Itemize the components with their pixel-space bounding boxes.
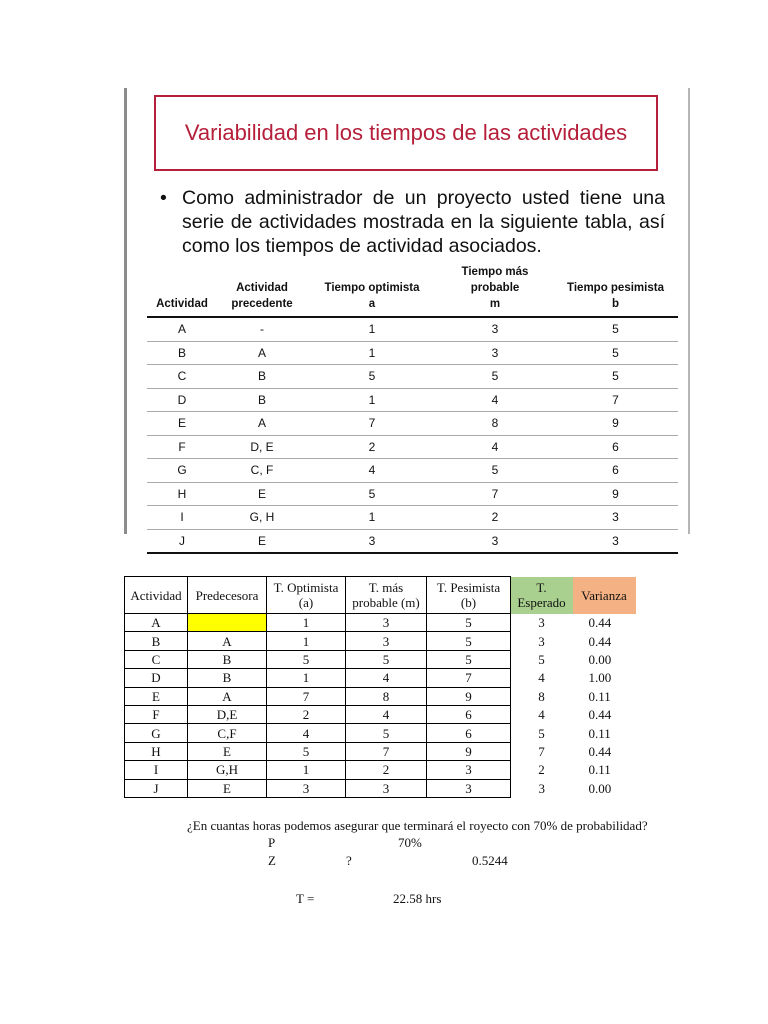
slide-table-cell: 3 <box>553 529 678 553</box>
slide-table-cell: B <box>217 388 307 412</box>
slide-table-header-row <box>147 262 678 317</box>
slide-table-cell: 3 <box>437 529 553 553</box>
header-line: Actividad <box>156 298 208 310</box>
sheet-table-cell: 4 <box>538 670 545 686</box>
sheet-table-cell: B <box>188 650 267 668</box>
sheet-table-cell: 2 <box>346 761 427 779</box>
slide-table-cell: 5 <box>307 482 437 506</box>
sheet-table-cell: 7 <box>538 743 545 759</box>
sheet-table-cell: C <box>125 650 188 668</box>
slide-table-cell: C, F <box>217 459 307 483</box>
sheet-table-cell: 4 <box>346 705 427 723</box>
slide-table-cell: 5 <box>553 317 678 341</box>
header-line: T. Pesimista <box>436 580 501 595</box>
slide-right-border <box>688 88 690 534</box>
slide-table-cell: 6 <box>553 459 678 483</box>
slide-header-probable <box>437 262 553 317</box>
header-line: Actividad <box>236 282 288 294</box>
p-value: 70% <box>398 835 422 850</box>
header-line: T. <box>536 580 547 595</box>
slide-table-cell: 5 <box>553 365 678 389</box>
slide-title: Variabilidad en los tiempos de las actividades <box>184 120 628 145</box>
slide-table-cell: 1 <box>307 388 437 412</box>
sheet-table-cell <box>188 614 267 632</box>
slide-table-cell: 7 <box>553 388 678 412</box>
slide-table-cell: 5 <box>437 459 553 483</box>
slide-title-box <box>154 95 658 171</box>
sheet-table-cell: 3 <box>267 779 346 797</box>
sheet-table-cell: E <box>125 687 188 705</box>
sheet-table-cell: 0.11 <box>588 688 611 704</box>
sheet-table-cell: 1 <box>267 614 346 632</box>
slide-table-cell: C <box>147 365 217 389</box>
sheet-table-row <box>125 761 636 779</box>
sheet-table-row <box>125 687 636 705</box>
sheet-table-row <box>125 614 636 632</box>
sheet-table-row <box>125 632 636 650</box>
header-line: m <box>489 298 501 310</box>
header-line: precedente <box>231 298 293 310</box>
slide-table-cell: 7 <box>437 482 553 506</box>
header-line: Actividad <box>130 587 182 603</box>
question-text: ¿En cuantas horas podemos asegurar que terminará el royecto con 70% de probabilidad? <box>187 818 648 833</box>
sheet-table-cell: A <box>188 687 267 705</box>
sheet-table-cell: 0.44 <box>588 615 612 631</box>
slide-table-cell: 4 <box>437 388 553 412</box>
sheet-table-cell: G <box>125 724 188 742</box>
sheet-table-cell: E <box>188 779 267 797</box>
sheet-header-predecesora <box>188 577 267 614</box>
sheet-table-cell: 3 <box>346 614 427 632</box>
header-line: T. Optimista <box>273 580 339 595</box>
sheet-table-cell: 7 <box>427 669 511 687</box>
sheet-table-cell: D,E <box>188 705 267 723</box>
bullet-dot-icon: • <box>160 187 167 209</box>
header-line: Esperado <box>517 595 566 610</box>
slide-table-cell: 4 <box>307 459 437 483</box>
slide-table-cell: 9 <box>553 482 678 506</box>
slide-table-row <box>147 529 678 553</box>
header-line: a <box>368 298 376 310</box>
header-line: Predecesora <box>195 587 259 603</box>
slide-table-cell: 3 <box>437 317 553 341</box>
slide-table-body <box>147 317 678 553</box>
sheet-header-probable <box>346 577 427 614</box>
sheet-header-varianza <box>573 577 636 614</box>
sheet-table-cell: F <box>125 705 188 723</box>
sheet-table-cell: 5 <box>346 650 427 668</box>
t-value: 22.58 hrs <box>393 891 442 906</box>
sheet-header-row <box>125 577 636 614</box>
slide-table-cell: 6 <box>553 435 678 459</box>
slide-left-border <box>124 88 127 534</box>
slide-header-pesimista <box>553 262 678 317</box>
sheet-table-cell: 0.44 <box>588 633 612 649</box>
slide-table-row <box>147 365 678 389</box>
sheet-table-cell: 3 <box>346 779 427 797</box>
sheet-table-cell: 3 <box>346 632 427 650</box>
slide-table-cell: 2 <box>307 435 437 459</box>
sheet-header-pesimista <box>427 577 511 614</box>
slide-table-cell: 3 <box>553 506 678 530</box>
slide-table-cell: 3 <box>307 529 437 553</box>
slide-table-cell: G <box>147 459 217 483</box>
header-line: Tiempo optimista <box>324 282 420 294</box>
sheet-table-cell: 1.00 <box>588 670 612 686</box>
sheet-table-cell: 9 <box>427 742 511 760</box>
sheet-table-cell: 5 <box>346 724 427 742</box>
sheet-header-actividad <box>125 577 188 614</box>
slide-table-cell: 1 <box>307 341 437 365</box>
sheet-table-cell: D <box>125 669 188 687</box>
slide-table-cell: B <box>217 365 307 389</box>
slide-table-cell: 3 <box>437 341 553 365</box>
header-line: (b) <box>460 595 477 610</box>
slide-header-optimista <box>307 262 437 317</box>
sheet-table-cell: 5 <box>538 651 545 667</box>
slide-table-cell: A <box>217 412 307 436</box>
sheet-header-optimista <box>267 577 346 614</box>
slide-table-cell: E <box>147 412 217 436</box>
slide-table-cell: H <box>147 482 217 506</box>
slide-table-cell: D <box>147 388 217 412</box>
slide-activity-table <box>147 262 678 554</box>
slide-header-precedente <box>217 262 307 317</box>
slide-table-row <box>147 506 678 530</box>
p-label: P <box>268 835 276 850</box>
sheet-table-body <box>125 614 636 798</box>
slide-header-actividad <box>147 262 217 317</box>
sheet-table-cell: 8 <box>346 687 427 705</box>
slide-table-row <box>147 435 678 459</box>
header-line: Varianza <box>581 587 627 603</box>
sheet-table-cell: 4 <box>538 707 545 723</box>
sheet-table-cell: 6 <box>427 724 511 742</box>
slide-table-cell: 5 <box>437 365 553 389</box>
sheet-table-cell: 7 <box>267 687 346 705</box>
sheet-table-cell: 2 <box>267 705 346 723</box>
sheet-table-cell: 0.44 <box>588 743 612 759</box>
sheet-table-cell: 5 <box>538 725 545 741</box>
slide-table-cell: F <box>147 435 217 459</box>
sheet-table-cell: 0.44 <box>588 707 612 723</box>
sheet-table-cell: 2 <box>538 762 545 778</box>
sheet-table-row <box>125 779 636 797</box>
slide-table-cell: A <box>217 341 307 365</box>
slide-table-cell: E <box>217 482 307 506</box>
sheet-table-cell: 0.00 <box>588 780 612 796</box>
header-line: probable (m) <box>352 595 420 610</box>
sheet-table-cell: 5 <box>427 632 511 650</box>
sheet-table-row <box>125 650 636 668</box>
sheet-table-cell: 3 <box>538 615 545 631</box>
sheet-table-cell: 3 <box>538 780 545 796</box>
sheet-table-cell: 9 <box>427 687 511 705</box>
sheet-table-cell: 5 <box>427 614 511 632</box>
header-line: Tiempo pesimista <box>567 282 664 294</box>
sheet-table-cell: I <box>125 761 188 779</box>
sheet-table-cell: 6 <box>427 705 511 723</box>
slide-table-cell: 5 <box>307 365 437 389</box>
slide-table-cell: J <box>147 529 217 553</box>
sheet-table-row <box>125 669 636 687</box>
sheet-table-cell: 7 <box>346 742 427 760</box>
slide-bullet <box>160 186 665 258</box>
slide-table-row <box>147 459 678 483</box>
sheet-table-cell: 0.11 <box>588 725 611 741</box>
sheet-table-cell: A <box>188 632 267 650</box>
slide-table-cell: 4 <box>437 435 553 459</box>
sheet-table-row <box>125 742 636 760</box>
slide-table-cell: G, H <box>217 506 307 530</box>
sheet-table-cell: 4 <box>267 724 346 742</box>
sheet-table-cell: 3 <box>538 633 545 649</box>
slide-table-cell: A <box>147 317 217 341</box>
sheet-table-cell: 4 <box>346 669 427 687</box>
slide-table-row <box>147 341 678 365</box>
sheet-table-cell: 8 <box>538 688 545 704</box>
sheet-table-cell: 5 <box>267 650 346 668</box>
sheet-table-cell: J <box>125 779 188 797</box>
sheet-table-cell: E <box>188 742 267 760</box>
header-line: T. más <box>368 580 404 595</box>
sheet-table-cell: 1 <box>267 669 346 687</box>
slide-table-cell: 8 <box>437 412 553 436</box>
header-line: b <box>611 298 620 310</box>
sheet-table-cell: B <box>125 632 188 650</box>
sheet-table-row <box>125 724 636 742</box>
header-line: Tiempo más probable <box>461 266 529 294</box>
sheet-table-cell: G,H <box>188 761 267 779</box>
sheet-table-cell: 5 <box>427 650 511 668</box>
sheet-table-cell: 1 <box>267 632 346 650</box>
slide-table-row <box>147 388 678 412</box>
slide-table-cell: 7 <box>307 412 437 436</box>
sheet-table-cell: 1 <box>267 761 346 779</box>
slide-table-cell: E <box>217 529 307 553</box>
slide-table-cell: 2 <box>437 506 553 530</box>
sheet-table-cell: 0.00 <box>588 651 612 667</box>
sheet-table-row <box>125 705 636 723</box>
sheet-table-cell: 3 <box>427 761 511 779</box>
slide-table-cell: 1 <box>307 317 437 341</box>
slide-bullet-text: Como administrador de un proyecto usted tiene una serie de actividades mostrada en la siguiente tabla, así como los tiempos de actividad asociados. <box>182 187 665 257</box>
sheet-table-cell: B <box>188 669 267 687</box>
slide-table-cell: I <box>147 506 217 530</box>
t-label: T = <box>296 891 315 906</box>
sheet-table-cell: C,F <box>188 724 267 742</box>
sheet-table-cell: H <box>125 742 188 760</box>
spreadsheet-table <box>124 576 636 798</box>
slide-table-cell: 5 <box>553 341 678 365</box>
slide-table-cell: - <box>217 317 307 341</box>
slide-table-cell: 1 <box>307 506 437 530</box>
slide-table-cell: 9 <box>553 412 678 436</box>
slide-table-row <box>147 412 678 436</box>
sheet-table-cell: A <box>125 614 188 632</box>
z-value: 0.5244 <box>472 853 508 868</box>
sheet-header-esperado <box>511 577 573 614</box>
slide-table-cell: D, E <box>217 435 307 459</box>
sheet-table-cell: 0.11 <box>588 762 611 778</box>
slide-table-row <box>147 482 678 506</box>
z-label: Z <box>268 853 276 868</box>
header-line: (a) <box>298 595 314 610</box>
sheet-table-cell: 3 <box>427 779 511 797</box>
slide-table-cell: B <box>147 341 217 365</box>
slide-table-row <box>147 317 678 341</box>
sheet-table-cell: 5 <box>267 742 346 760</box>
z-unknown-mark: ? <box>346 853 352 868</box>
